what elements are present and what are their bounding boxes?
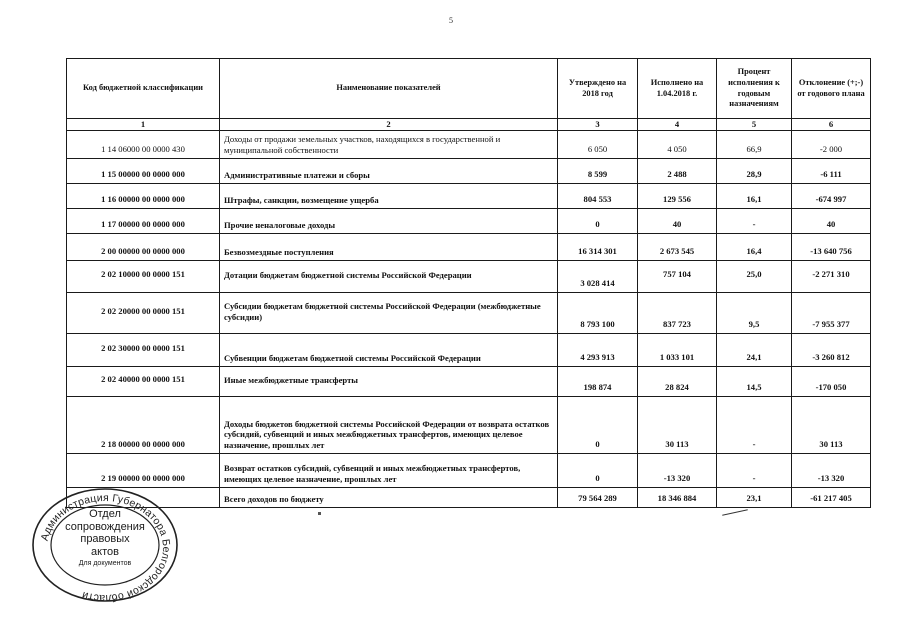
row-code: 2 02 40000 00 0000 151 — [67, 366, 220, 396]
row-code: 2 02 20000 00 0000 151 — [67, 292, 220, 333]
stamp-footer: Для документов — [78, 559, 132, 567]
column-number: 6 — [792, 119, 871, 131]
header-name: Наименование показателей — [220, 59, 558, 119]
row-code: 1 16 00000 00 0000 000 — [67, 183, 220, 208]
stamp-ring-text: Администрация Губернатора Белгородской области — [38, 491, 173, 604]
row-percent: - — [717, 208, 792, 233]
header-row — [67, 59, 871, 119]
row-executed: 4 050 — [638, 130, 717, 158]
row-approved: 79 564 289 — [558, 487, 638, 507]
row-percent: 66,9 — [717, 130, 792, 158]
table-row — [67, 130, 871, 158]
row-percent: - — [717, 396, 792, 453]
table-row — [67, 396, 871, 453]
header-percent: Процент исполнения к годовым назначениям — [717, 59, 792, 119]
row-deviation: 30 113 — [792, 396, 871, 453]
row-approved: 6 050 — [558, 130, 638, 158]
header-executed: Исполнено на 1.04.2018 г. — [638, 59, 717, 119]
row-percent: 25,0 — [717, 260, 792, 292]
row-deviation: -3 260 812 — [792, 333, 871, 366]
row-approved: 198 874 — [558, 366, 638, 396]
row-approved: 16 314 301 — [558, 233, 638, 260]
row-executed: 837 723 — [638, 292, 717, 333]
table-row — [67, 158, 871, 183]
row-executed: 2 673 545 — [638, 233, 717, 260]
column-number: 2 — [220, 119, 558, 131]
row-percent: 23,1 — [717, 487, 792, 507]
row-code: 1 15 00000 00 0000 000 — [67, 158, 220, 183]
row-deviation: -674 997 — [792, 183, 871, 208]
row-code: 2 02 30000 00 0000 151 — [67, 333, 220, 366]
row-executed: -13 320 — [638, 453, 717, 487]
total-row — [67, 487, 871, 507]
row-executed: 2 488 — [638, 158, 717, 183]
column-number: 4 — [638, 119, 717, 131]
row-percent: 16,1 — [717, 183, 792, 208]
row-deviation: -170 050 — [792, 366, 871, 396]
column-number: 3 — [558, 119, 638, 131]
row-approved: 0 — [558, 453, 638, 487]
stamp-line: актов — [91, 545, 119, 558]
row-executed: 30 113 — [638, 396, 717, 453]
row-approved: 0 — [558, 208, 638, 233]
row-executed: 28 824 — [638, 366, 717, 396]
row-percent: 9,5 — [717, 292, 792, 333]
row-deviation: -13 640 756 — [792, 233, 871, 260]
table-row — [67, 260, 871, 292]
row-executed: 18 346 884 — [638, 487, 717, 507]
row-deviation: 40 — [792, 208, 871, 233]
row-deviation: -13 320 — [792, 453, 871, 487]
row-name: Субвенции бюджетам бюджетной системы Российской Федерации — [220, 333, 558, 366]
row-code: 2 18 00000 00 0000 000 — [67, 396, 220, 453]
table-row — [67, 208, 871, 233]
row-approved: 0 — [558, 396, 638, 453]
header-approved: Утверждено на 2018 год — [558, 59, 638, 119]
row-approved: 804 553 — [558, 183, 638, 208]
row-deviation: -61 217 405 — [792, 487, 871, 507]
row-name: Доходы от продажи земельных участков, находящихся в государственной и муниципальной собственности — [220, 130, 558, 158]
table-row — [67, 292, 871, 333]
row-name: Субсидии бюджетам бюджетной системы Российской Федерации (межбюджетные субсидии) — [220, 292, 558, 333]
row-executed: 129 556 — [638, 183, 717, 208]
row-code: 2 00 00000 00 0000 000 — [67, 233, 220, 260]
header-code: Код бюджетной классификации — [67, 59, 220, 119]
official-stamp — [30, 486, 180, 604]
row-deviation: -2 000 — [792, 130, 871, 158]
row-percent: 14,5 — [717, 366, 792, 396]
table-row — [67, 453, 871, 487]
row-code: 1 17 00000 00 0000 000 — [67, 208, 220, 233]
row-deviation: -6 111 — [792, 158, 871, 183]
row-percent: 28,9 — [717, 158, 792, 183]
column-number-row — [67, 119, 871, 131]
row-name: Административные платежи и сборы — [220, 158, 558, 183]
pen-mark — [722, 509, 748, 515]
row-code: 2 19 00000 00 0000 000 — [67, 453, 220, 487]
row-approved: 8 599 — [558, 158, 638, 183]
table-row — [67, 333, 871, 366]
column-number: 1 — [67, 119, 220, 131]
stamp-line: Отдел — [89, 508, 121, 520]
budget-table — [66, 58, 871, 508]
row-approved: 3 028 414 — [558, 260, 638, 292]
pen-dot — [318, 512, 321, 515]
row-name: Иные межбюджетные трансферты — [220, 366, 558, 396]
row-deviation: -2 271 310 — [792, 260, 871, 292]
table-row — [67, 233, 871, 260]
table-row — [67, 183, 871, 208]
row-percent: 24,1 — [717, 333, 792, 366]
row-name: Всего доходов по бюджету — [220, 487, 558, 507]
row-approved: 4 293 913 — [558, 333, 638, 366]
column-number: 5 — [717, 119, 792, 131]
stamp-text — [64, 508, 146, 568]
header-deviation: Отклонение (+;-) от годового плана — [792, 59, 871, 119]
row-percent: - — [717, 453, 792, 487]
row-executed: 40 — [638, 208, 717, 233]
row-name: Дотации бюджетам бюджетной системы Российской Федерации — [220, 260, 558, 292]
page-number: 5 — [449, 16, 453, 25]
row-name: Безвозмездные поступления — [220, 233, 558, 260]
row-code: 1 14 06000 00 0000 430 — [67, 130, 220, 158]
stamp-line: сопровождения — [65, 520, 145, 533]
row-approved: 8 793 100 — [558, 292, 638, 333]
row-executed: 1 033 101 — [638, 333, 717, 366]
row-name: Прочие неналоговые доходы — [220, 208, 558, 233]
stamp-line: правовых — [80, 533, 130, 546]
table-row — [67, 366, 871, 396]
row-code: 2 02 10000 00 0000 151 — [67, 260, 220, 292]
row-executed: 757 104 — [638, 260, 717, 292]
row-name: Штрафы, санкции, возмещение ущерба — [220, 183, 558, 208]
row-name: Доходы бюджетов бюджетной системы Российской Федерации от возврата остатков субсидий, субвенций и иных межбюджетных трансфертов, имеющих целевое назначение, прошлых лет — [220, 396, 558, 453]
row-name: Возврат остатков субсидий, субвенций и иных межбюджетных трансфертов, имеющих целевое назначение, прошлых лет — [220, 453, 558, 487]
row-percent: 16,4 — [717, 233, 792, 260]
row-deviation: -7 955 377 — [792, 292, 871, 333]
